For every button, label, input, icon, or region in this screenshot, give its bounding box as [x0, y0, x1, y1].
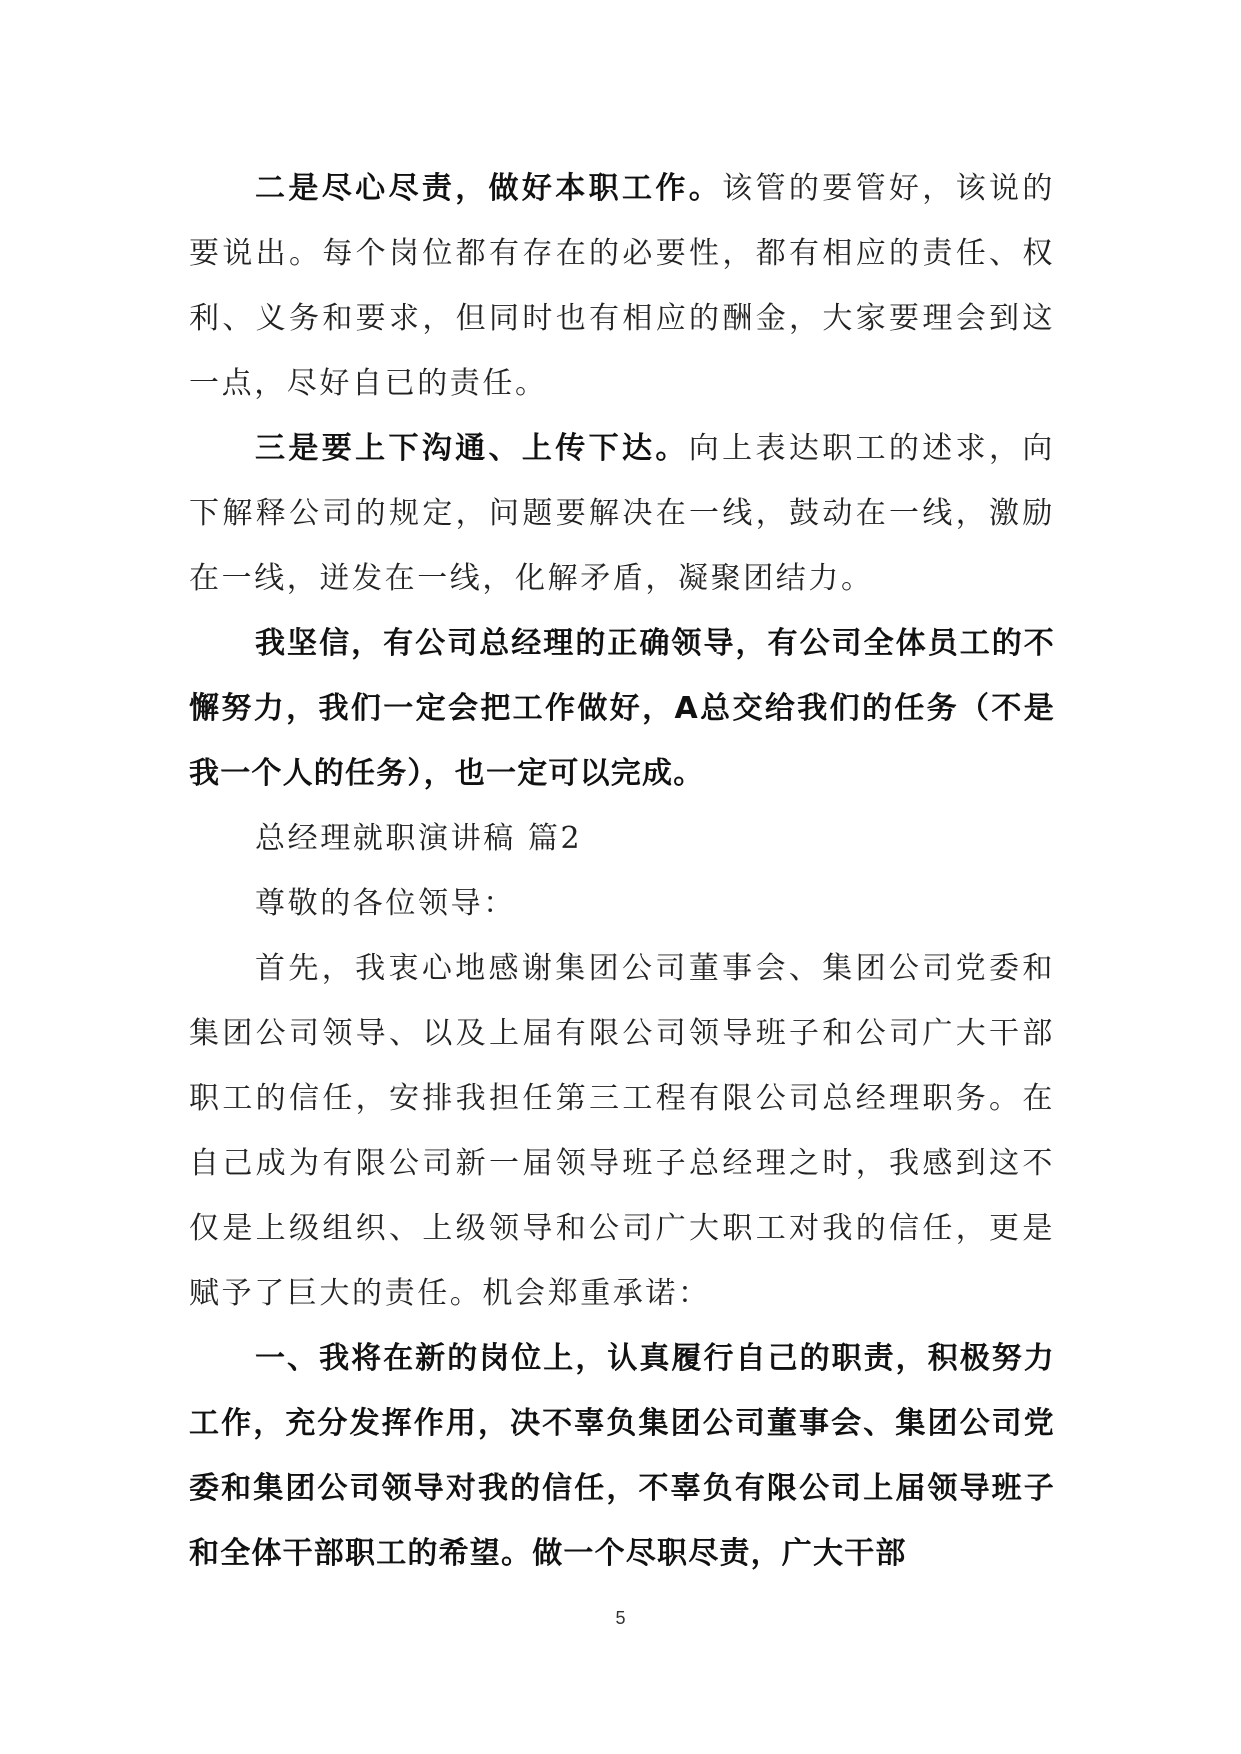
paragraph-gratitude: 首先，我衷心地感谢集团公司董事会、集团公司党委和集团公司领导、以及上届有限公司领导班子和公司广大干部职工的信任，安排我担任第三工程有限公司总经理职务。在自己成为有限公司新一届领导班子总经理之时，我感到这不仅是上级组织、上级领导和公司广大职工对我的信任，更是赋予了巨大的责任。机会郑重承诺：: [189, 951, 1055, 1311]
paragraph-pledge: 一、我将在新的岗位上，认真履行自己的职责，积极努力工作，充分发挥作用，决不辜负集团公司董事会、集团公司党委和集团公司领导对我的信任，不辜负有限公司上届领导班子和全体干部职工的希望。做一个尽职尽责，广大干部: [189, 1341, 1055, 1571]
paragraph-text: 向上表达职工的述求，向下解释公司的规定，问题要解决在一线，鼓动在一线，激励在一线，迸发在一线，化解矛盾，凝聚团结力。: [189, 431, 1055, 596]
paragraph-communication: [189, 416, 1055, 611]
paragraph-duty: [189, 156, 1055, 416]
document-body: [189, 156, 1055, 1586]
section-heading: 总经理就职演讲稿 篇2: [255, 821, 583, 856]
paragraph-lead: 三是要上下沟通、上传下达。: [255, 431, 689, 466]
salutation: 尊敬的各位领导：: [255, 886, 516, 921]
paragraph-text: 该管的要管好，该说的要说出。每个岗位都有存在的必要性，都有相应的责任、权利、义务和要求，但同时也有相应的酬金，大家要理会到这一点，尽好自已的责任。: [189, 171, 1055, 401]
page-number: 5: [615, 1608, 626, 1628]
paragraph-lead: 二是尽心尽责，做好本职工作。: [255, 171, 723, 206]
paragraph-conviction: 我坚信，有公司总经理的正确领导，有公司全体员工的不懈努力，我们一定会把工作做好，A总交给我们的任务（不是我一个人的任务），也一定可以完成。: [189, 626, 1055, 791]
